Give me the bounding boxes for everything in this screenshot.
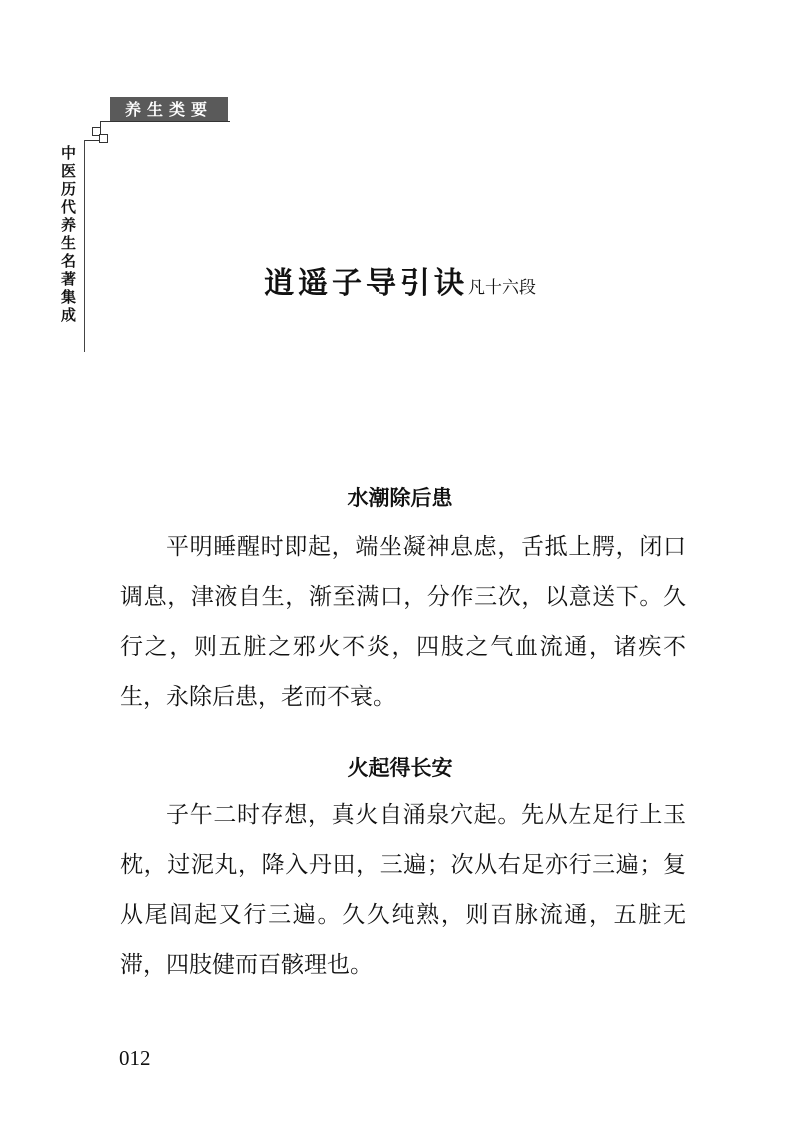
title-note: 凡十六段 (468, 278, 536, 298)
side-rule (84, 140, 85, 352)
section-body: 平明睡醒时即起，端坐凝神息虑，舌抵上腭，闭口调息，津液自生，渐至满口，分作三次，以意送下。久行之，则五脏之邪火不炎，四肢之气血流通，诸疾不生，永除后患，老而不衰。 (120, 534, 686, 710)
section-body: 子午二时存想，真火自涌泉穴起。先从左足行上玉枕，过泥丸，降入丹田，三遍；次从右足亦行三遍；复从尾闾起又行三遍。久久纯熟，则百脉流通，五脏无滞，四肢健而百骸理也。 (120, 802, 686, 978)
side-rule-top (84, 140, 100, 141)
section-heading: 火起得长安 (347, 756, 453, 780)
series-vertical-title: 中医历代养生名著集成 (59, 145, 77, 325)
header-rule (100, 121, 230, 122)
header-ornament-square-2 (99, 134, 108, 143)
series-tab: 养生类要 (110, 97, 228, 122)
page-number: 012 (119, 1046, 151, 1070)
title-main: 逍遥子导引诀 (264, 266, 468, 301)
section-heading: 水潮除后患 (347, 486, 453, 510)
page-title (0, 258, 800, 302)
